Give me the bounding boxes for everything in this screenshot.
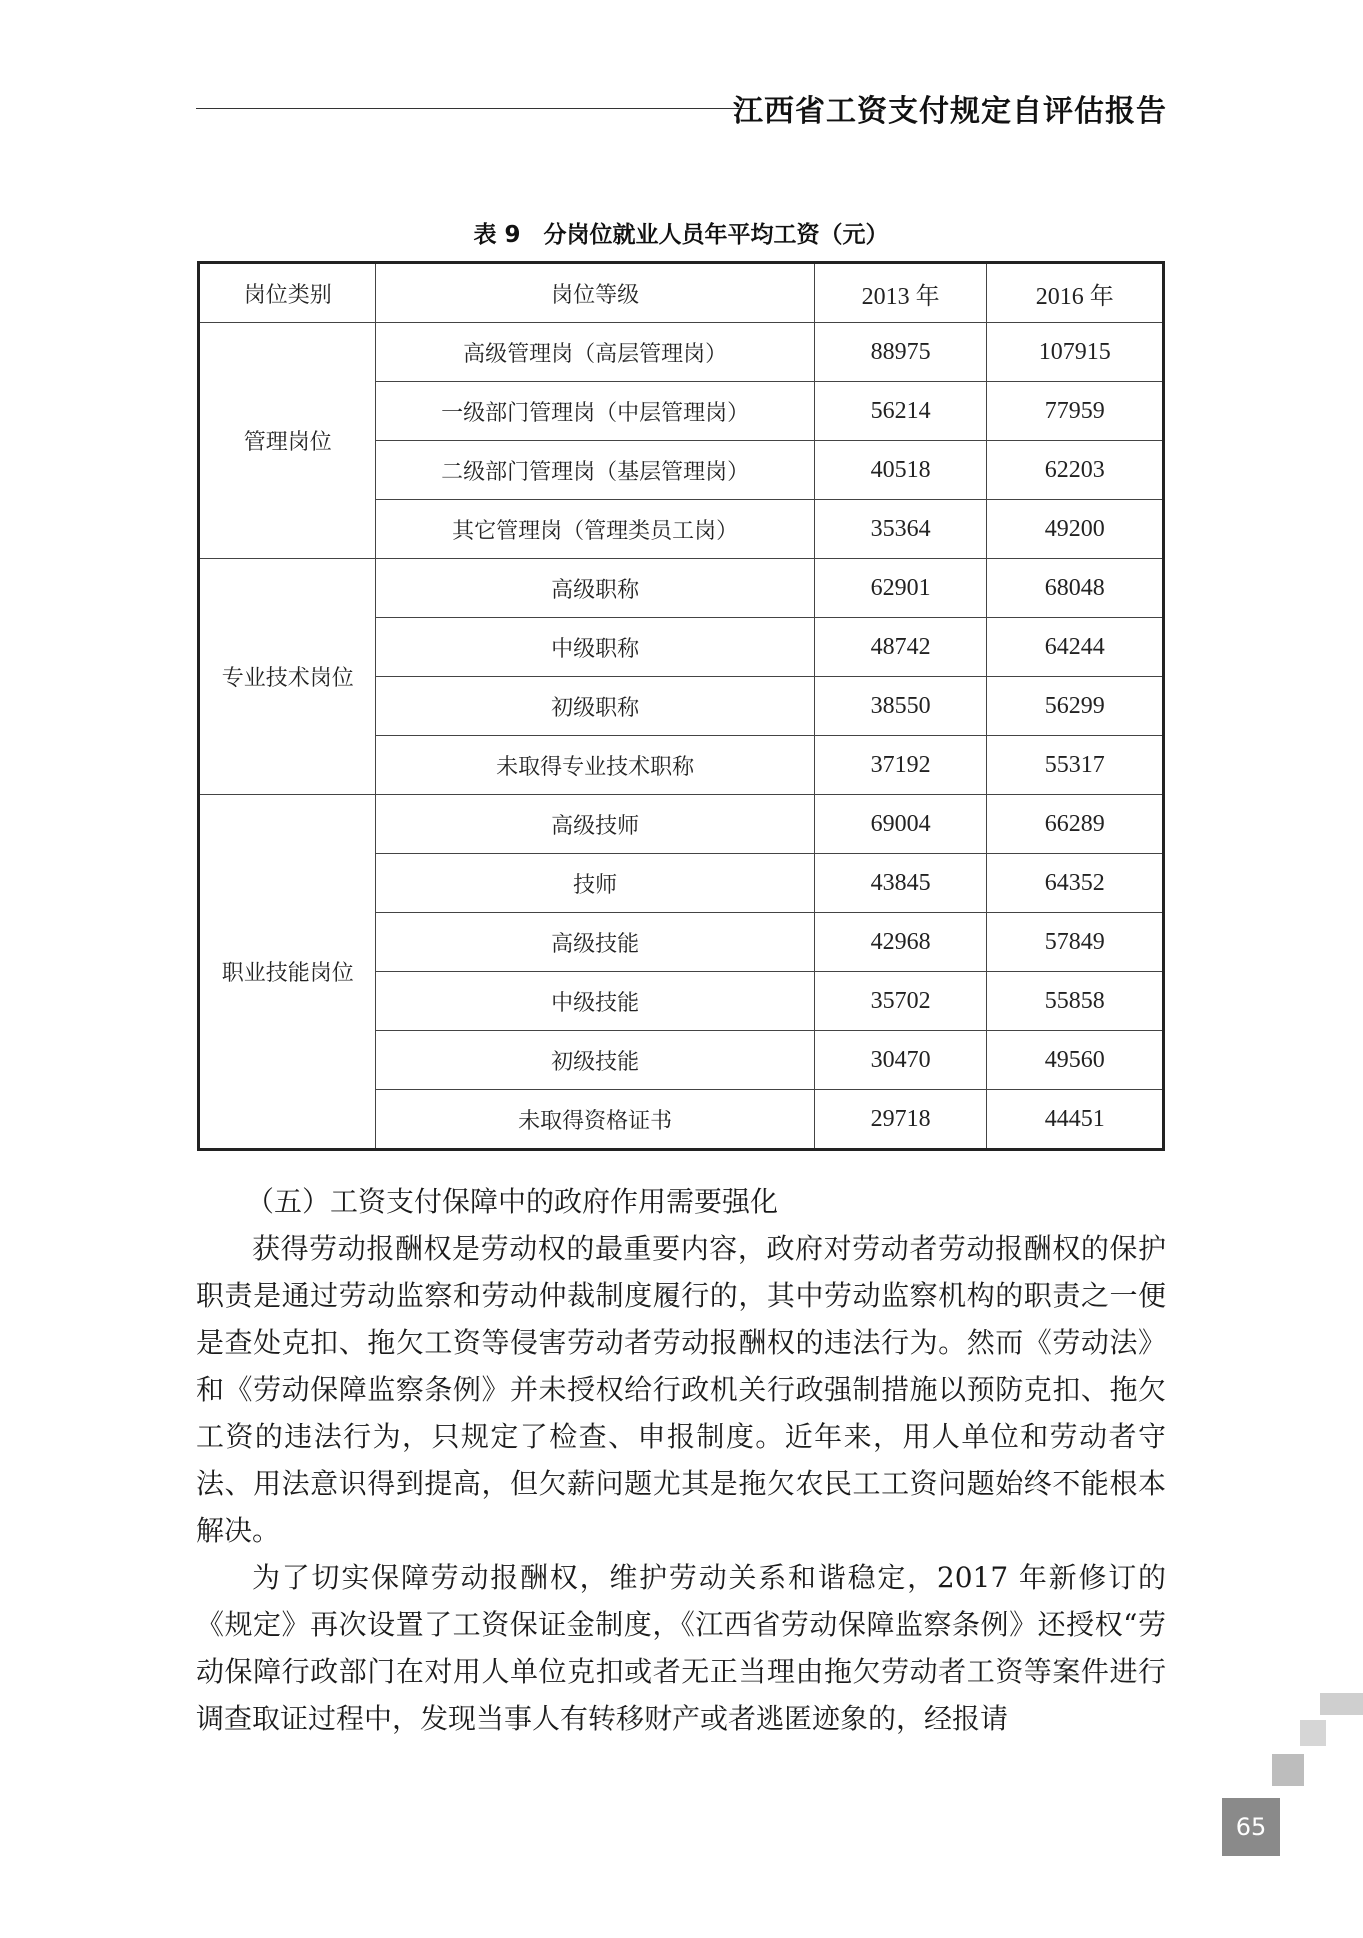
body-text — [196, 1225, 1166, 1742]
header-level: 岗位等级 — [376, 263, 814, 323]
value-2013-cell: 42968 — [814, 913, 987, 972]
value-2013-cell: 56214 — [814, 382, 987, 441]
header-category: 岗位类别 — [199, 263, 376, 323]
value-2016-cell: 55317 — [987, 736, 1164, 795]
value-2016-cell: 49560 — [987, 1031, 1164, 1090]
category-cell: 管理岗位 — [199, 323, 376, 559]
value-2013-cell: 69004 — [814, 795, 987, 854]
level-cell: 技师 — [376, 854, 814, 913]
wage-table — [197, 261, 1165, 1151]
corner-decoration-block — [1320, 1693, 1363, 1715]
header-2016: 2016 年 — [987, 263, 1164, 323]
value-2013-cell: 48742 — [814, 618, 987, 677]
section-heading: （五）工资支付保障中的政府作用需要强化 — [246, 1185, 779, 1218]
table-header-row — [199, 263, 1164, 323]
level-cell: 其它管理岗（管理类员工岗） — [376, 500, 814, 559]
table-row — [199, 323, 1164, 382]
category-cell: 职业技能岗位 — [199, 795, 376, 1150]
level-cell: 高级技师 — [376, 795, 814, 854]
corner-decoration-block — [1272, 1754, 1304, 1786]
value-2016-cell: 57849 — [987, 913, 1164, 972]
value-2013-cell: 62901 — [814, 559, 987, 618]
value-2013-cell: 40518 — [814, 441, 987, 500]
value-2016-cell: 55858 — [987, 972, 1164, 1031]
value-2016-cell: 64352 — [987, 854, 1164, 913]
level-cell: 初级职称 — [376, 677, 814, 736]
category-cell: 专业技术岗位 — [199, 559, 376, 795]
level-cell: 高级职称 — [376, 559, 814, 618]
table-caption: 表 9 分岗位就业人员年平均工资（元） — [473, 222, 889, 248]
level-cell: 初级技能 — [376, 1031, 814, 1090]
level-cell: 高级管理岗（高层管理岗） — [376, 323, 814, 382]
value-2013-cell: 88975 — [814, 323, 987, 382]
level-cell: 二级部门管理岗（基层管理岗） — [376, 441, 814, 500]
value-2016-cell: 77959 — [987, 382, 1164, 441]
corner-decoration-block — [1300, 1720, 1326, 1746]
value-2016-cell: 66289 — [987, 795, 1164, 854]
running-header-title: 江西省工资支付规定自评估报告 — [733, 94, 1167, 129]
level-cell: 中级职称 — [376, 618, 814, 677]
table-row — [199, 795, 1164, 854]
header-rule — [196, 108, 756, 109]
value-2016-cell: 44451 — [987, 1090, 1164, 1150]
level-cell: 高级技能 — [376, 913, 814, 972]
value-2013-cell: 30470 — [814, 1031, 987, 1090]
level-cell: 一级部门管理岗（中层管理岗） — [376, 382, 814, 441]
value-2016-cell: 56299 — [987, 677, 1164, 736]
value-2016-cell: 107915 — [987, 323, 1164, 382]
value-2013-cell: 38550 — [814, 677, 987, 736]
table-body — [199, 323, 1164, 1150]
level-cell: 中级技能 — [376, 972, 814, 1031]
paragraph-2: 为了切实保障劳动报酬权，维护劳动关系和谐稳定，2017 年新修订的《规定》再次设置了工资保证金制度，《江西省劳动保障监察条例》还授权“劳动保障行政部门在对用人单位克扣或者无正当理由拖欠劳动者工资等案件进行调查取证过程中，发现当事人有转移财产或者逃匿迹象的，经报请 — [196, 1561, 1166, 1735]
value-2013-cell: 29718 — [814, 1090, 987, 1150]
value-2016-cell: 62203 — [987, 441, 1164, 500]
value-2016-cell: 64244 — [987, 618, 1164, 677]
level-cell: 未取得专业技术职称 — [376, 736, 814, 795]
value-2013-cell: 35364 — [814, 500, 987, 559]
value-2016-cell: 49200 — [987, 500, 1164, 559]
paragraph-1: 获得劳动报酬权是劳动权的最重要内容，政府对劳动者劳动报酬权的保护职责是通过劳动监察和劳动仲裁制度履行的，其中劳动监察机构的职责之一便是查处克扣、拖欠工资等侵害劳动者劳动报酬权的违法行为。然而《劳动法》和《劳动保障监察条例》并未授权给行政机关行政强制措施以预防克扣、拖欠工资的违法行为，只规定了检查、申报制度。近年来，用人单位和劳动者守法、用法意识得到提高，但欠薪问题尤其是拖欠农民工工资问题始终不能根本解决。 — [196, 1232, 1166, 1547]
value-2013-cell: 37192 — [814, 736, 987, 795]
value-2016-cell: 68048 — [987, 559, 1164, 618]
level-cell: 未取得资格证书 — [376, 1090, 814, 1150]
header-2013: 2013 年 — [814, 263, 987, 323]
value-2013-cell: 35702 — [814, 972, 987, 1031]
page-number: 65 — [1222, 1798, 1280, 1856]
table-row — [199, 559, 1164, 618]
value-2013-cell: 43845 — [814, 854, 987, 913]
